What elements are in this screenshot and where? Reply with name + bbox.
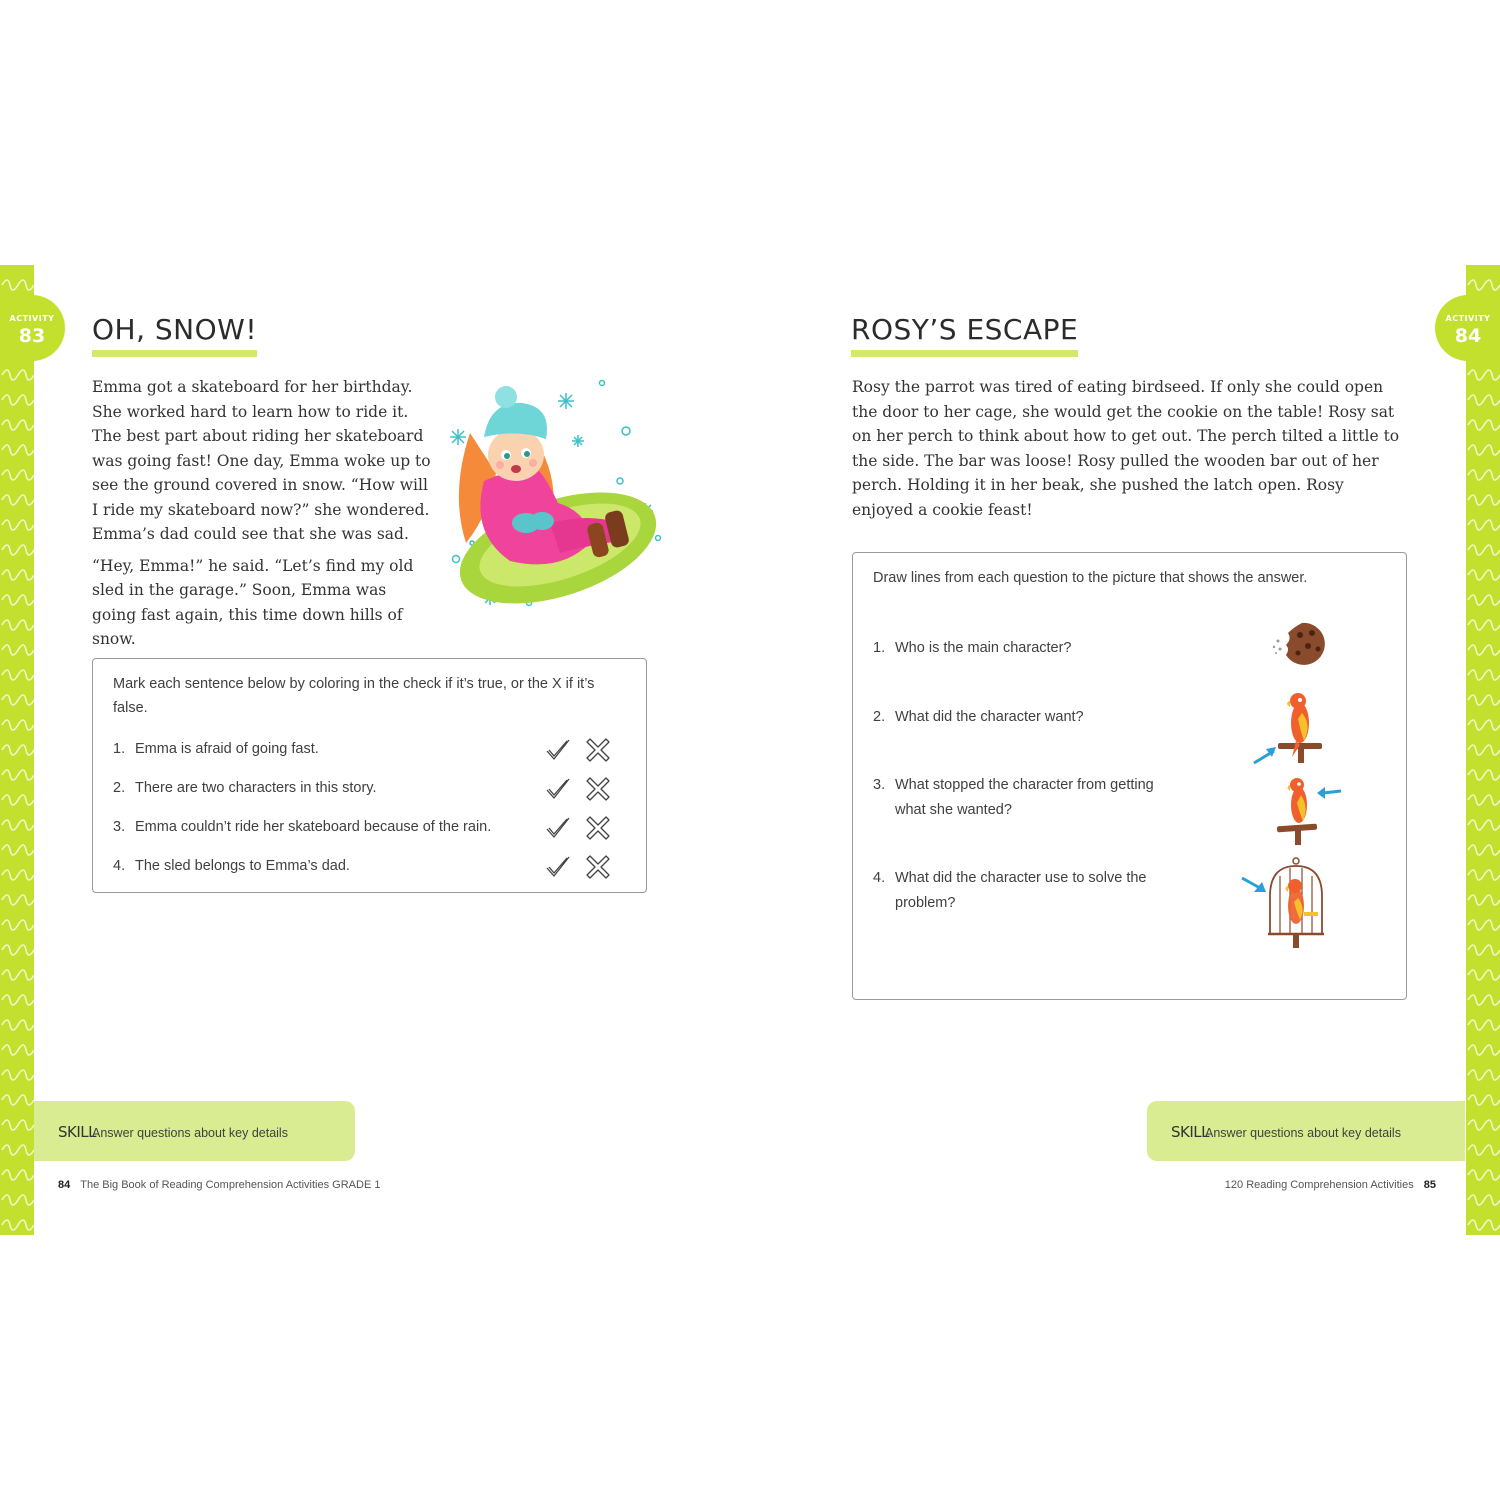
- right-page-title: [851, 313, 1078, 347]
- page-number: 85: [1423, 1179, 1436, 1191]
- skill-bar-left: [34, 1101, 355, 1161]
- skill-bar-right: [1147, 1101, 1465, 1161]
- item-number: 1.: [873, 640, 886, 656]
- check-icon[interactable]: [544, 775, 572, 803]
- list-item: [113, 774, 633, 804]
- item-number: 4.: [873, 870, 886, 886]
- skill-text: Answer questions about key details: [1205, 1126, 1401, 1140]
- girl-on-sled-illustration: [440, 373, 670, 613]
- list-item: [113, 852, 633, 882]
- parrot-bar-arrow-icon[interactable]: [1271, 775, 1351, 851]
- story-paragraph: “Hey, Emma!” he said. “Let’s find my old sled in the garage.” Soon, Emma was going fast again, this time down hills of snow.: [92, 556, 414, 648]
- check-icon[interactable]: [544, 853, 572, 881]
- pompom: [495, 386, 517, 408]
- right-story: [852, 375, 1408, 529]
- badge-label: ACTIVITY: [9, 314, 55, 323]
- activity-badge-83: [0, 295, 65, 361]
- item-number: 2.: [113, 780, 126, 796]
- book-spread: [0, 265, 1500, 1235]
- list-item: [113, 735, 633, 765]
- face: [488, 429, 544, 481]
- title-underline: [92, 350, 257, 357]
- left-page-title: [92, 313, 257, 347]
- item-text: Emma is afraid of going fast.: [135, 741, 319, 757]
- x-icon[interactable]: [585, 815, 611, 841]
- scribble-pattern-left: [0, 265, 34, 1235]
- item-number: 3.: [873, 777, 886, 793]
- item-text: What did the character use to solve the problem?: [895, 870, 1147, 911]
- item-text: Who is the main character?: [895, 640, 1072, 656]
- left-edge-bar: [0, 265, 34, 1235]
- title-underline: [851, 350, 1078, 357]
- scribble-pattern-right: [1466, 265, 1500, 1235]
- item-text: There are two characters in this story.: [135, 780, 377, 796]
- matching-box: [852, 552, 1407, 1000]
- skill-label: SKILL: [58, 1123, 96, 1141]
- page-number: 84: [58, 1179, 71, 1191]
- title-text: ROSY’S ESCAPE: [851, 313, 1079, 346]
- item-number: 3.: [113, 819, 126, 835]
- skill-text: Answer questions about key details: [92, 1126, 288, 1140]
- title-text: OH, SNOW!: [92, 313, 258, 346]
- item-text: What stopped the character from getting what she wanted?: [895, 777, 1154, 818]
- check-icon[interactable]: [544, 814, 572, 842]
- series-title: 120 Reading Comprehension Activities: [1224, 1179, 1414, 1191]
- parrot-cage-icon[interactable]: [1238, 856, 1338, 954]
- footer-right: [1225, 1179, 1436, 1191]
- x-icon[interactable]: [585, 776, 611, 802]
- footer-left: [58, 1179, 380, 1191]
- x-icon[interactable]: [585, 737, 611, 763]
- activity-badge-84: [1435, 295, 1500, 361]
- badge-number: 83: [18, 325, 46, 347]
- badge-label: ACTIVITY: [1445, 314, 1491, 323]
- item-text: What did the character want?: [895, 709, 1084, 725]
- book-title: The Big Book of Reading Comprehension Activities GRADE 1: [80, 1179, 381, 1191]
- right-edge-bar: [1466, 265, 1500, 1235]
- story-paragraph: Emma got a skateboard for her birthday. She worked hard to learn how to ride it. The best part about riding her skateboard was going fast! One day, Emma woke up to see the ground covered in snow. “How will I ride my skateboard now?” she wondered. Emma’s dad could see that she was sad.: [92, 378, 431, 543]
- true-false-box: [92, 658, 647, 893]
- x-icon[interactable]: [585, 854, 611, 880]
- parrot-perch-arrow-icon[interactable]: [1248, 689, 1338, 769]
- item-text: Emma couldn’t ride her skateboard because of the rain.: [135, 819, 492, 835]
- instructions: Draw lines from each question to the picture that shows the answer.: [873, 570, 1308, 586]
- check-icon[interactable]: [544, 736, 572, 764]
- badge-number: 84: [1454, 325, 1482, 347]
- item-number: 4.: [113, 858, 126, 874]
- item-text: The sled belongs to Emma’s dad.: [135, 858, 350, 874]
- item-number: 2.: [873, 709, 886, 725]
- item-number: 1.: [113, 741, 126, 757]
- instructions: Mark each sentence below by coloring in the check if it’s true, or the X if it’s false.: [113, 676, 595, 716]
- left-story: [92, 375, 432, 659]
- list-item: [113, 813, 633, 843]
- skill-label: SKILL: [1171, 1123, 1209, 1141]
- cookie-icon[interactable]: [1268, 619, 1330, 669]
- story-paragraph: Rosy the parrot was tired of eating birdseed. If only she could open the door to her cage, she would get the cookie on the table! Rosy sat on her perch to think about how to get out. The perch tilted a little to the side. The bar was loose! Rosy pulled the wooden bar out of her perch. Holding it in her beak, she pushed the latch open. Rosy enjoyed a cookie feast!: [852, 378, 1400, 519]
